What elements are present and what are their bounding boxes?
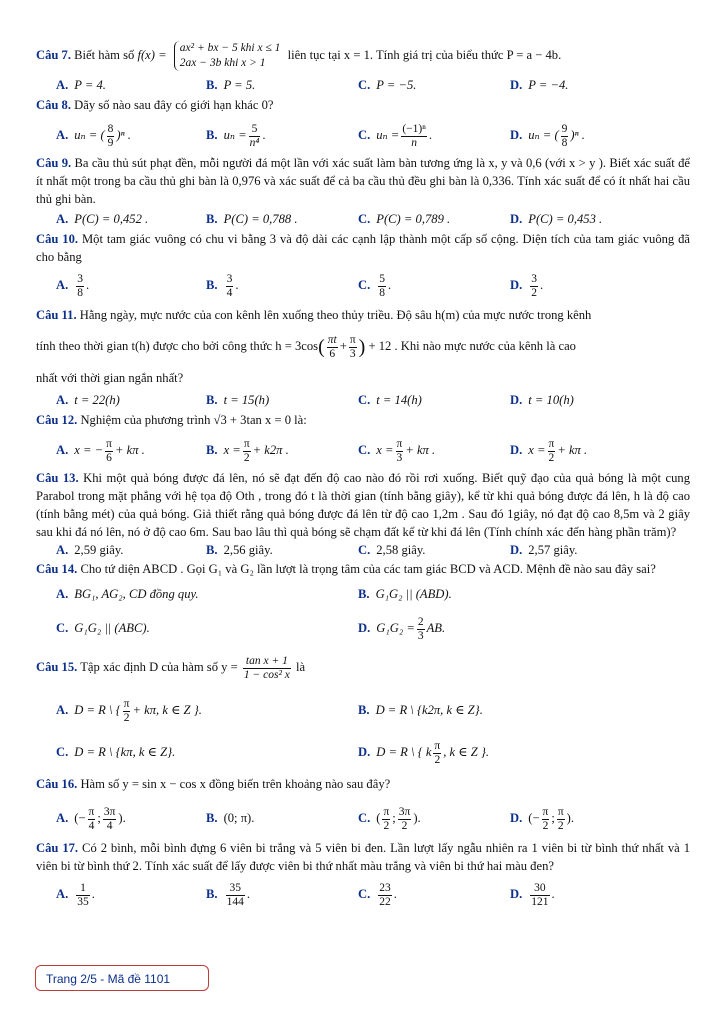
option-c[interactable]: C. $\frac{5}{8}$ . [358, 272, 392, 299]
question-text: Khi một quả bóng được đá lên, nó sẽ đạt đến độ cao nào đó rồi rơi xuống. Biết quỹ đạo của quả bóng là một cung Parabol trong mặt phẳng với hệ tọa độ Oth , trong đó t là thời gian (tính bằng giây), kể từ khi quả bóng được đá lên, h là độ cao (tính bằng mét) của quả bóng. Giả thiết rằng quả bóng được đá lên từ độ cao 1,2m . Sau đó 1giây, nó đạt độ cao 8,5m và 2 giây sau khi đá nó lên, nó ở độ cao 6m. Sau bao lâu thì quả bóng sẽ chạm đất kể từ khi đá lên (Tính chính xác đến hàng phần trăm)? [36, 471, 690, 540]
option-c[interactable]: C. G₁G₂ || (ABC). [56, 621, 150, 636]
options-row [36, 208, 690, 230]
question-number: Câu 16. [36, 777, 78, 792]
options-row [36, 797, 690, 839]
option-c[interactable]: C. P(C) = 0,789 . [358, 212, 451, 226]
question-17 [36, 839, 690, 875]
page-footer: Trang 2/5 - Mã đề 1101 [35, 965, 209, 991]
option-b[interactable]: B. (0; π). [206, 811, 255, 826]
option-b[interactable]: B. P(C) = 0,788 . [206, 212, 298, 226]
question-number: Câu 9. [36, 156, 72, 170]
question-11-formula-line: tính theo thời gian t(h) được cho bởi công thức h = 3cos( $\frac{\pi t}{6}$ + $\frac{\pi}{3}$ ) + 12 . Khi nào mực nước của kênh là cao [36, 333, 576, 360]
option-a[interactable]: A. uₙ = ( $\frac{8}{9}$ )ⁿ . [56, 122, 131, 149]
option-a[interactable]: A. $\frac{1}{35}$ . [56, 881, 95, 908]
question-text: Biết hàm số [74, 48, 135, 62]
option-a[interactable]: A. P = 4. [56, 78, 106, 92]
option-c[interactable]: C. uₙ = $\frac{\text{(−1)ⁿ}}{n}$ . [358, 122, 432, 149]
question-7 [36, 38, 690, 72]
options-row [36, 266, 690, 304]
question-13 [36, 469, 690, 541]
question-8 [36, 96, 690, 114]
question-text: Nghiệm của phương trình √3 + 3tan x = 0 là: [80, 413, 307, 428]
case-1: ax² + bx − 5 khi x ≤ 1 [179, 42, 281, 55]
option-d[interactable]: D. (− $\frac{\pi}{2}$ ; $\frac{\pi}{2}$ ). [510, 805, 575, 832]
options-row [36, 609, 690, 647]
option-d[interactable]: D. $\frac{30}{121}$ . [510, 881, 555, 908]
options-row [36, 116, 690, 154]
question-text: Hàm số y = sin x − cos x đồng biến trên khoảng nào sau đây? [80, 777, 391, 792]
exam-page [36, 38, 690, 913]
option-b[interactable]: B. $\frac{3}{4}$ . [206, 272, 239, 299]
option-a[interactable]: A. $\frac{3}{8}$ . [56, 272, 90, 299]
piecewise-function [174, 41, 281, 71]
question-number: Câu 11. [36, 308, 77, 322]
option-d[interactable]: D. t = 10(h) [510, 393, 574, 408]
option-a[interactable]: A. BG₁, AG₂, CD đồng quy. [56, 587, 199, 602]
question-number: Câu 14. [36, 562, 78, 577]
case-2: 2ax − 3b khi x > 1 [179, 57, 266, 70]
option-d[interactable]: D. P(C) = 0,453 . [510, 212, 603, 226]
option-b[interactable]: B. uₙ = $\frac{5}{\text{n⁴}}$ . [206, 122, 266, 149]
option-b[interactable]: B. t = 15(h) [206, 393, 270, 408]
options-row [36, 875, 690, 913]
question-text: Có 2 bình, mỗi bình đựng 6 viên bi trắng và 5 viên bi đen. Lần lượt lấy ngẫu nhiên ra 1 viên bi từ bình thứ nhất và 1 viên bi từ bình thứ 2. Tính xác suất để lấy được viên bi thứ nhất màu trắng và viên bi thứ hai màu đen? [36, 841, 690, 874]
options-row [36, 541, 690, 559]
question-number: Câu 7. [36, 48, 71, 62]
question-12 [36, 411, 690, 429]
question-number: Câu 10. [36, 232, 79, 246]
question-text: Cho tứ diện ABCD . Gọi G₁ và G₂ lần lượt là trọng tâm của các tam giác BCD và ACD. Mệnh đề nào sau đây sai? [80, 562, 656, 577]
option-d[interactable]: D. P = −4. [510, 78, 569, 92]
question-text: Hằng ngày, mực nước của con kênh lên xuống theo thủy triều. Độ sâu h(m) của mực nước trong kênh [79, 308, 592, 322]
option-b[interactable]: B. x = $\frac{\pi}{2}$ + k2π . [206, 437, 289, 464]
option-d[interactable]: D. D = R \ { k $\frac{\pi}{2}$ , k ∈ Z }. [358, 739, 490, 766]
question-11-end: nhất với thời gian ngắn nhất? [36, 371, 184, 386]
option-a[interactable]: A. (− $\frac{\pi}{4}$ ; $\frac{3\pi}{4}$ ). [56, 805, 126, 832]
options-row [36, 431, 690, 469]
option-c[interactable]: C. 2,58 giây. [358, 543, 426, 558]
question-number: Câu 12. [36, 413, 78, 428]
question-number: Câu 17. [36, 841, 79, 856]
option-d[interactable]: D. $\frac{3}{2}$ . [510, 272, 544, 299]
question-10 [36, 230, 690, 266]
question-number: Câu 13. [36, 471, 79, 486]
option-d[interactable]: D. uₙ = ( $\frac{9}{8}$ )ⁿ . [510, 122, 585, 149]
question-number: Câu 15. [36, 660, 78, 675]
option-b[interactable]: B. $\frac{35}{144}$ . [206, 881, 250, 908]
question-15: Câu 15. Tập xác định D của hàm số y = $\frac{\text{tan x + 1}}{\text{1 − cos² x}}$ là [36, 654, 306, 681]
question-9 [36, 154, 690, 208]
option-c[interactable]: C. t = 14(h) [358, 393, 422, 408]
question-text: Một tam giác vuông có chu vi bằng 3 và độ dài các cạnh lập thành một cấp số cộng. Diện tích của tam giác vuông đã cho bằng [36, 232, 690, 264]
option-c[interactable]: C. P = −5. [358, 78, 417, 92]
question-text: tính theo thời gian t(h) được cho bởi công thức h = 3cos [36, 339, 319, 353]
option-d[interactable]: D. G₁G₂ = $\frac{2}{3}$ AB. [358, 615, 446, 642]
question-11 [36, 304, 690, 326]
option-d[interactable]: D. 2,57 giây. [510, 543, 578, 558]
option-a[interactable]: A. 2,59 giây. [56, 543, 124, 558]
function-name: f(x) = [137, 48, 167, 62]
option-a[interactable]: A. D = R \ { $\frac{\pi}{2}$ + kπ, k ∈ Z }. [56, 697, 202, 724]
question-14 [36, 559, 690, 579]
options-row [36, 731, 690, 773]
options-row [36, 389, 690, 411]
option-c[interactable]: C. $\frac{23}{22}$ . [358, 881, 397, 908]
question-number: Câu 8. [36, 98, 71, 112]
question-16 [36, 773, 690, 795]
options-row [36, 579, 690, 609]
option-d[interactable]: D. x = $\frac{\pi}{2}$ + kπ . [510, 437, 588, 464]
option-a[interactable]: A. x = − $\frac{\pi}{6}$ + kπ . [56, 437, 145, 464]
option-a[interactable]: A. P(C) = 0,452 . [56, 212, 149, 226]
question-text: Tập xác định D của hàm số y = [80, 660, 238, 675]
option-c[interactable]: C. ( $\frac{\pi}{2}$ ; $\frac{3\pi}{2}$ ). [358, 805, 421, 832]
option-c[interactable]: C. x = $\frac{\pi}{3}$ + kπ . [358, 437, 436, 464]
question-text: Dãy số nào sau đây có giới hạn khác 0? [74, 98, 274, 112]
options-row [36, 74, 690, 96]
option-b[interactable]: B. D = R \ {k2π, k ∈ Z}. [358, 703, 483, 718]
options-row [36, 689, 690, 731]
option-b[interactable]: B. 2,56 giây. [206, 543, 273, 558]
question-text: liên tục tại x = 1. Tính giá trị của biểu thức P = a − 4b. [287, 48, 562, 62]
option-b[interactable]: B. G₁G₂ || (ABD). [358, 587, 452, 602]
question-text: Ba cầu thủ sút phạt đền, mỗi người đá một lần với xác suất làm bàn tương ứng là x, y và 0,6 (với x > y ). Biết xác suất để ít nhất một trong ba cầu thủ ghi bàn là 0,976 và xác suất để cả ba cầu thủ đều ghi bàn là 0,336. Tính xác suất để có ít nhất hai cầu thủ ghi bàn. [36, 156, 690, 206]
option-c[interactable]: C. D = R \ {kπ, k ∈ Z}. [56, 745, 176, 760]
question-text: + 12 . Khi nào mực nước của kênh là cao [368, 339, 576, 353]
option-b[interactable]: B. P = 5. [206, 78, 256, 92]
question-text: là [296, 660, 306, 675]
option-a[interactable]: A. t = 22(h) [56, 393, 120, 408]
